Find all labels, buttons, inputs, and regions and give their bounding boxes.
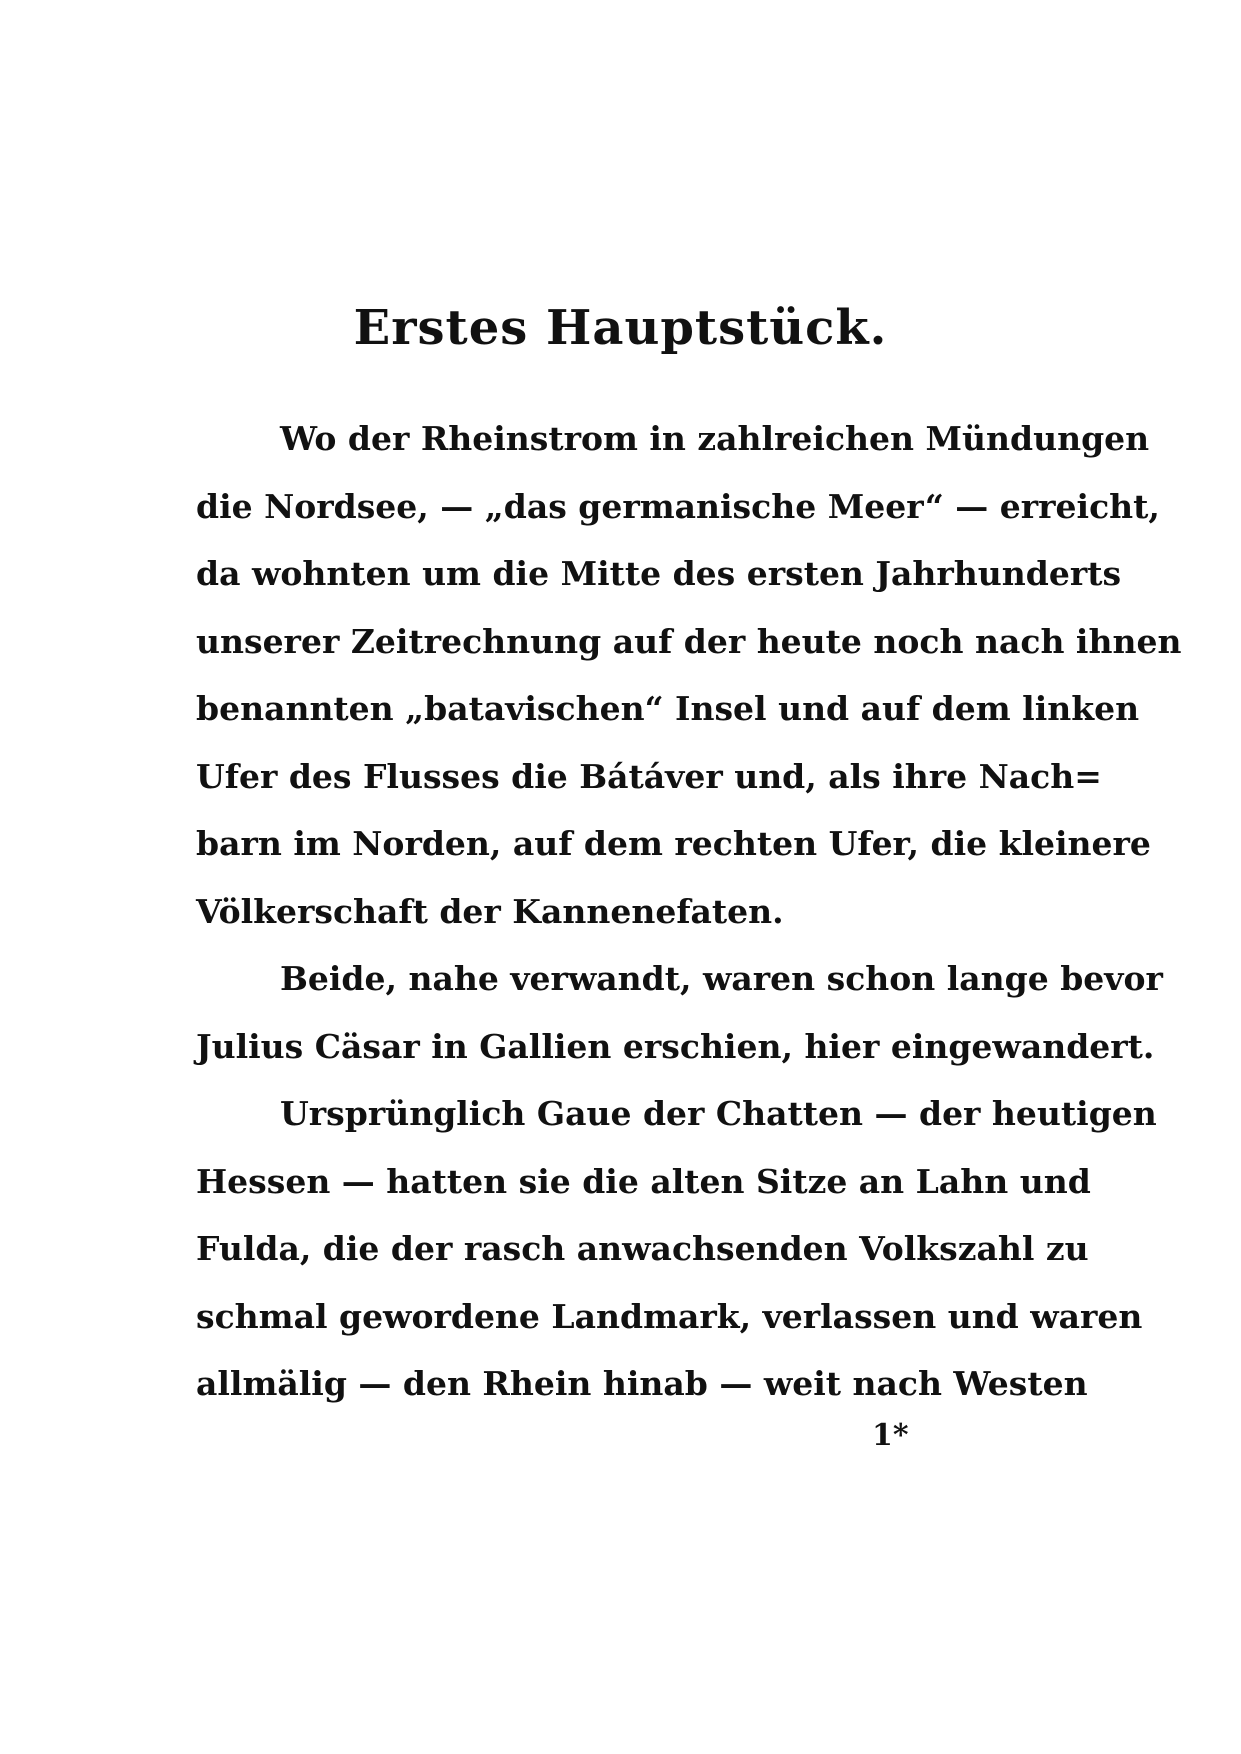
text-line: barn im Norden, auf dem rechten Ufer, die kleinere bbox=[196, 824, 1151, 863]
text-line: Wo der Rheinstrom in zahlreichen Mündungen bbox=[280, 419, 1150, 458]
text-line: schmal gewordene Landmark, verlassen und waren bbox=[196, 1296, 1143, 1336]
text-line: Völkerschaft der Kannenefaten. bbox=[196, 891, 784, 931]
text-line: die Nordsee, — „das germanische Meer“ — erreicht, bbox=[196, 486, 1160, 526]
text-line: Fulda, die der rasch anwachsenden Volkszahl zu bbox=[196, 1229, 1089, 1268]
text-line: Ursprünglich Gaue der Chatten — der heutigen bbox=[280, 1094, 1157, 1133]
text-line: unserer Zeitrechnung auf der heute noch nach ihnen bbox=[196, 621, 1182, 661]
text-line: benannten „batavischen“ Insel und auf dem linken bbox=[196, 689, 1140, 728]
chapter-title: Erstes Hauptstück. bbox=[353, 300, 888, 356]
text-line: Hessen — hatten sie die alten Sitze an Lahn und bbox=[196, 1161, 1091, 1201]
text-line: allmälig — den Rhein hinab — weit nach Westen bbox=[196, 1364, 1088, 1403]
text-line: Julius Cäsar in Gallien erschien, hier eingewandert. bbox=[196, 1026, 1155, 1066]
text-line: da wohnten um die Mitte des ersten Jahrhunderts bbox=[196, 554, 1122, 593]
text-line: Ufer des Flusses die Bátáver und, als ihre Nach= bbox=[196, 756, 1102, 796]
text-line: Beide, nahe verwandt, waren schon lange bevor bbox=[280, 959, 1163, 998]
body-text bbox=[196, 405, 1182, 1418]
page-number: 1* bbox=[872, 1418, 909, 1453]
